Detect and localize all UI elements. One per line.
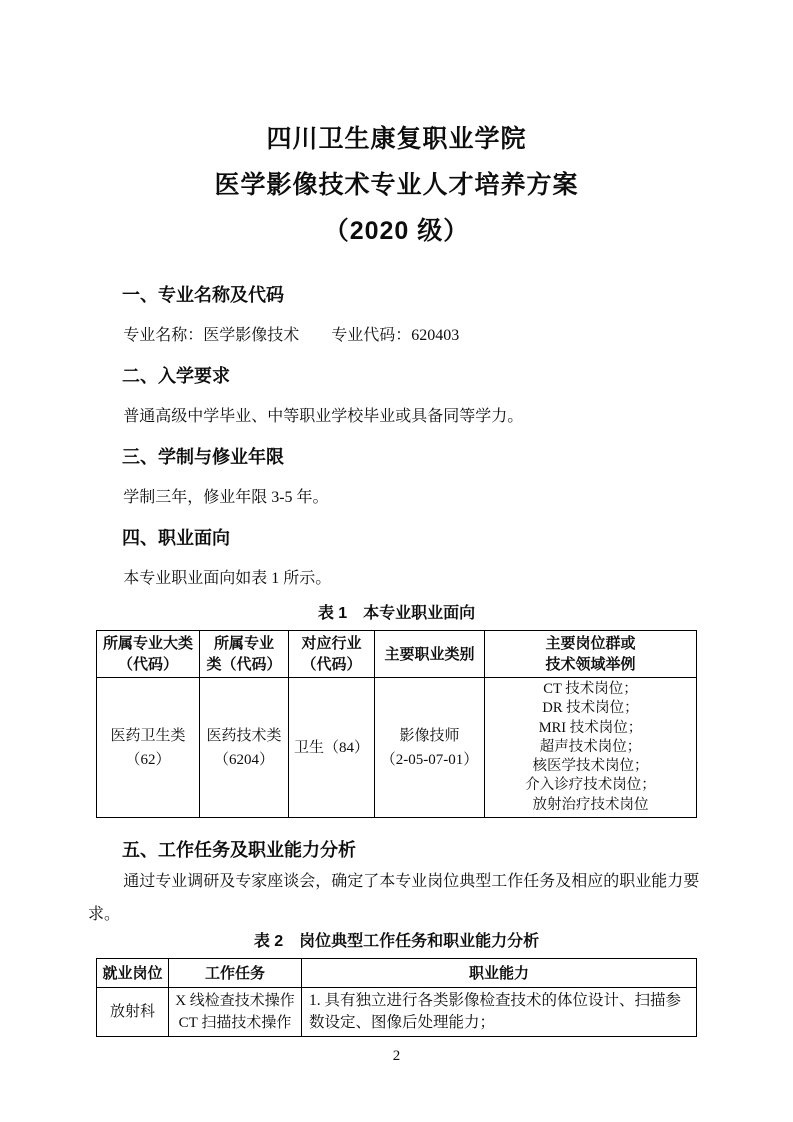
- table2-header-row: [97, 959, 697, 988]
- section-body-4: 本专业职业面向如表 1 所示。: [123, 570, 332, 587]
- table1-cell-positions: [485, 678, 697, 818]
- position-item: DR 技术岗位；: [542, 700, 639, 717]
- section-body-2: 普通高级中学毕业、中等职业学校毕业或具备同等学力。: [123, 408, 524, 425]
- task-item: X 线检查技术操作: [175, 993, 295, 1010]
- table2-header-abilities: 职业能力: [302, 959, 697, 988]
- task-item: CT 扫描技术操作: [178, 1015, 292, 1032]
- section-body-5: 通过专业调研及专家座谈会，确定了本专业岗位典型工作任务及相应的职业能力要求。: [88, 873, 700, 924]
- position-item: MRI 技术岗位；: [538, 719, 643, 736]
- table1-cell-industry: 卫生（84）: [289, 678, 375, 818]
- table2-cell-ability: 1. 具有独立进行各类影像检查技术的体位设计、扫描参数设定、图像后处理能力；: [302, 988, 697, 1037]
- section-heading-1: 一、专业名称及代码: [122, 285, 284, 305]
- table1-caption: 表 1 本专业职业面向: [317, 605, 476, 622]
- section-body-3: 学制三年，修业年限 3-5 年。: [123, 489, 329, 506]
- section-heading-2: 二、入学要求: [122, 366, 230, 386]
- table1-header-positions: 主要岗位群或 技术领域举例: [485, 631, 697, 678]
- table1-header-major-class: 所属专业 类（代码）: [200, 631, 289, 678]
- page-number: 2: [392, 1048, 401, 1065]
- table2-data-row: [97, 988, 697, 1037]
- table2-header-post: 就业岗位: [97, 959, 169, 988]
- position-item: 介入诊疗技术岗位；: [525, 777, 656, 794]
- table2-caption: 表 2 岗位典型工作任务和职业能力分析: [253, 933, 540, 951]
- section-body-1: 专业名称：医学影像技术 专业代码：620403: [123, 327, 460, 344]
- doc-title-institution: 四川卫生康复职业学院: [266, 125, 527, 153]
- title-block: [88, 0, 705, 254]
- table-career-orientation: [96, 630, 697, 818]
- position-item: 超声技术岗位；: [539, 738, 642, 755]
- position-item: CT 技术岗位；: [543, 681, 638, 697]
- table1-header-industry: 对应行业 （代码）: [289, 631, 375, 678]
- table-tasks-abilities: [96, 958, 697, 1037]
- table1-cell-occupation: 影像技师 （2-05-07-01）: [375, 678, 485, 818]
- table2-cell-tasks: [169, 988, 302, 1037]
- table1-header-row: [97, 631, 697, 678]
- table1-header-occupation: 主要职业类别: [375, 631, 485, 678]
- doc-title-program: 医学影像技术专业人才培养方案: [214, 171, 579, 199]
- position-item: 核医学技术岗位；: [532, 758, 649, 775]
- position-item: 放射治疗技术岗位: [532, 796, 649, 813]
- table1-cell-major-category: 医药卫生类 （62）: [97, 678, 200, 818]
- section-heading-5: 五、工作任务及职业能力分析: [122, 840, 356, 861]
- table1-header-major-category: 所属专业大类 （代码）: [97, 631, 200, 678]
- section-heading-3: 三、学制与修业年限: [122, 447, 284, 467]
- doc-title-cohort: （2020 级）: [323, 217, 470, 245]
- table1-cell-major-class: 医药技术类 （6204）: [200, 678, 289, 818]
- table2-header-tasks: 工作任务: [169, 959, 302, 988]
- table1-data-row: [97, 678, 697, 818]
- section-heading-4: 四、职业面向: [122, 528, 230, 548]
- table2-cell-post: 放射科: [97, 988, 169, 1037]
